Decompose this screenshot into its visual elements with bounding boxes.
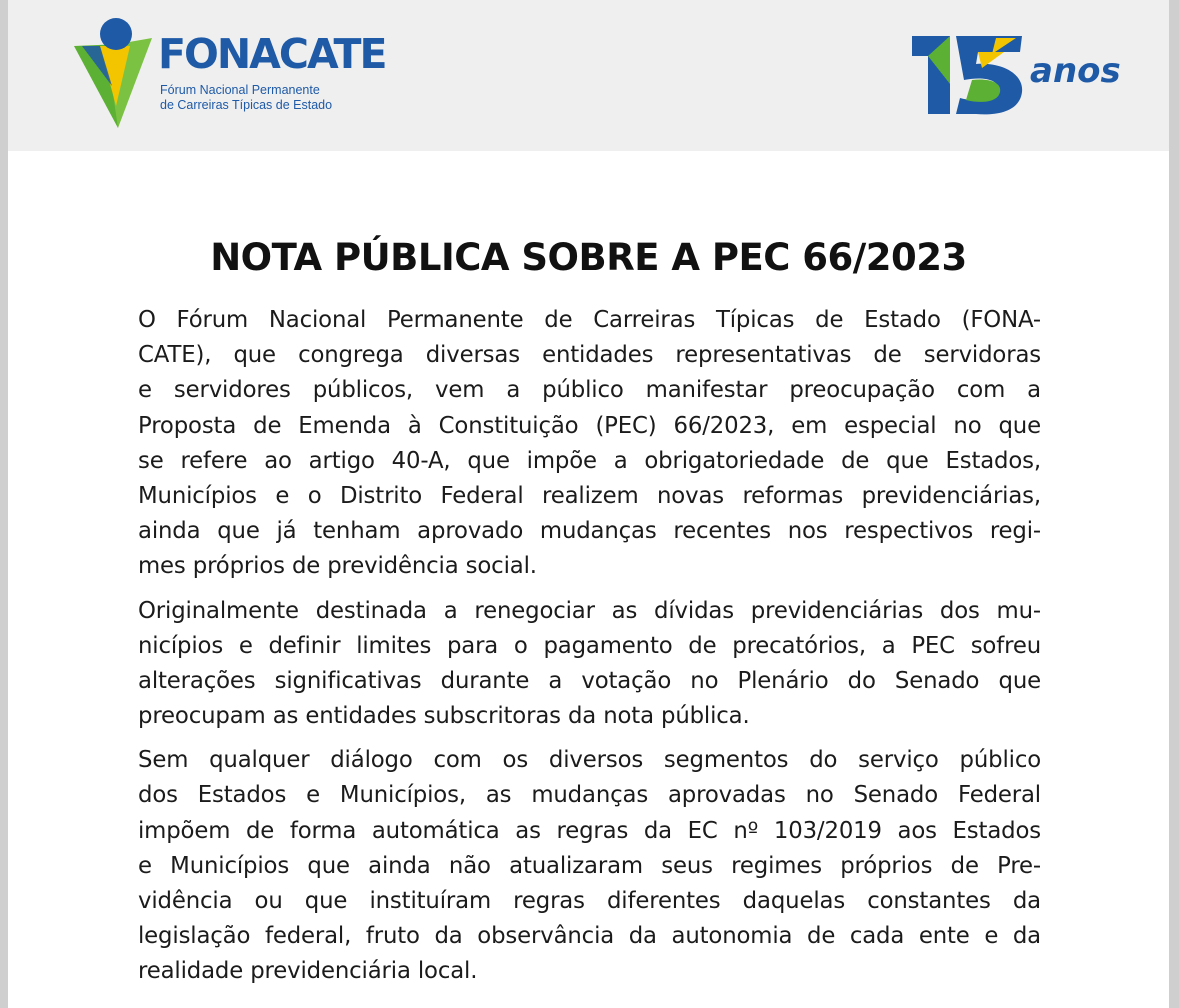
fonacate-logo xyxy=(72,16,162,132)
brand-subtitle xyxy=(160,83,332,113)
text-line: CATE), que congrega diversas entidades representativas de servidoras xyxy=(138,342,1041,369)
header-band xyxy=(8,0,1169,151)
brand-name: FONACATE xyxy=(158,30,386,78)
text-line: O Fórum Nacional Permanente de Carreiras Típicas de Estado (FONA- xyxy=(138,307,1041,333)
document-title: NOTA PÚBLICA SOBRE A PEC 66/2023 xyxy=(210,236,967,279)
document-body xyxy=(138,303,1041,999)
text-line: preocupam as entidades subscritoras da nota pública. xyxy=(138,703,750,730)
brand-subtitle-line: Fórum Nacional Permanente xyxy=(160,83,320,97)
fonacate-emblem-icon xyxy=(72,16,162,132)
text-line: mes próprios de previdência social. xyxy=(138,553,537,580)
text-line: realidade previdenciária local. xyxy=(138,958,478,985)
text-line: se refere ao artigo 40-A, que impõe a obrigatoriedade de que Estados, xyxy=(138,447,1041,474)
paragraph xyxy=(138,743,1041,989)
brand-subtitle-line: de Carreiras Típicas de Estado xyxy=(160,98,333,112)
text-line: alterações significativas durante a votação no Plenário do Senado que xyxy=(138,667,1041,694)
text-line: dos Estados e Municípios, as mudanças aprovadas no Senado Federal xyxy=(138,782,1041,809)
text-line: Municípios e o Distrito Federal realizem novas reformas previdenciárias, xyxy=(138,482,1041,509)
document-page xyxy=(8,0,1169,1008)
text-line: ainda que já tenham aprovado mudanças recentes nos respectivos regi- xyxy=(138,518,1041,545)
paragraph xyxy=(138,303,1041,585)
text-line: nicípios e definir limites para o pagamento de precatórios, a PEC sofreu xyxy=(138,632,1041,659)
anniversary-label: anos xyxy=(1030,51,1121,91)
anniversary-15-icon xyxy=(912,34,1024,116)
text-line: Proposta de Emenda à Constituição (PEC) 66/2023, em especial no que xyxy=(138,412,1041,439)
paragraph xyxy=(138,594,1041,735)
text-line: Sem qualquer diálogo com os diversos segmentos do serviço público xyxy=(138,747,1041,774)
text-line: e servidores públicos, vem a público manifestar preocupação com a xyxy=(138,377,1041,404)
text-line: impõem de forma automática as regras da EC nº 103/2019 aos Estados xyxy=(138,817,1041,844)
text-line: legislação federal, fruto da observância da autonomia de cada ente e da xyxy=(138,923,1041,950)
anniversary-logo xyxy=(912,34,1024,121)
text-line: vidência ou que instituíram regras diferentes daquelas constantes da xyxy=(138,888,1041,914)
text-line: e Municípios que ainda não atualizaram seus regimes próprios de Pre- xyxy=(138,852,1041,879)
text-line: Originalmente destinada a renegociar as dívidas previdenciárias dos mu- xyxy=(138,597,1041,624)
